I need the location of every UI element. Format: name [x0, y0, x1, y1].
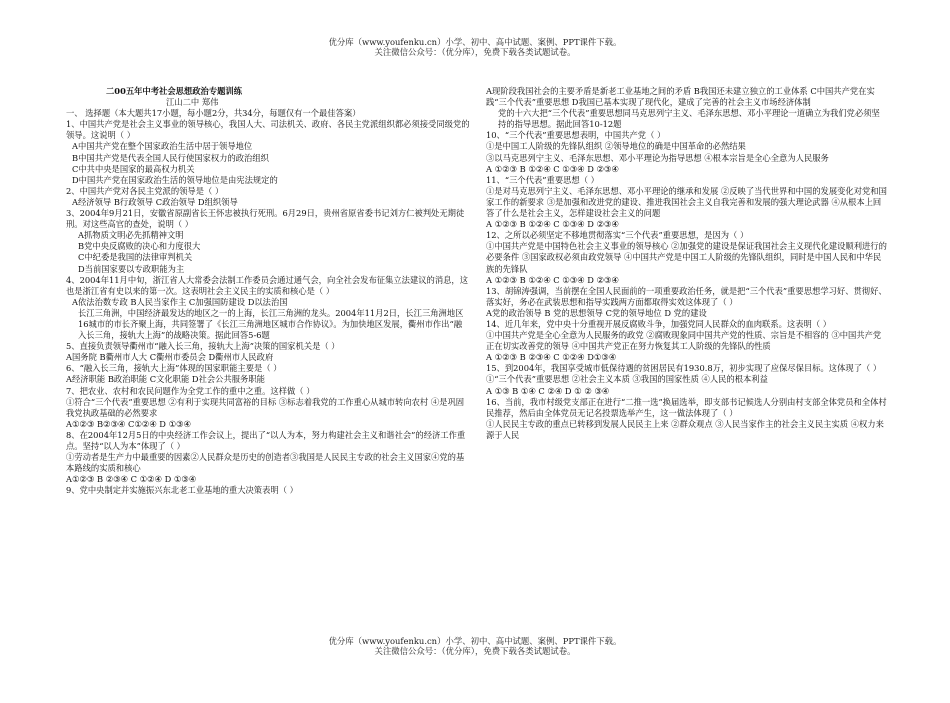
question-3-option-a: A抓物质文明必先抓精神文明 [78, 230, 184, 241]
question-11-statements: ①是对马克思列宁主义、毛泽东思想、邓小平理论的继承和发展 ②反映了当代世界和中国的发展变化对党和国家工作的新要求 ③是加强和改进党的建设、推进我国社会主义自我完善和发展的强大理论武器 ④从根本上回答了什么是社会主义，怎样建设社会主义的问题 [486, 185, 887, 219]
question-7-options: A①②③ B②③④ C①②④ D ①③④ [66, 418, 191, 429]
question-3-option-c: C中纪委是我国的法律审判机关 [78, 252, 193, 263]
question-3: 3、2004年9月21日，安徽省原副省长王怀忠被执行死刑。6月29日，贵州省原省委书记刘方仁被判处无期徒刑。对这些高官的查处，说明（ ） [66, 208, 465, 230]
reading-passage: 长江三角洲，中国经济最发达的地区之一的上海，长江三角洲的龙头。2004年11月2日，长江三角洲地区16城市的市长齐聚上海，共同签署了《长江三角洲地区城市合作协议》。为加快地区发展，衢州市作出“融入长三角，接轨大上海”的战略决策。据此回答5-6题 [78, 307, 464, 341]
header-banner-line2: 关注微信公众号：（优分库），免费下载各类试题试卷。 [374, 47, 576, 57]
question-4-options: A依法治数专政 B人民当家作主 C加强国防建设 D以法治国 [72, 296, 288, 307]
question-5-options: A国务院 B衢州市人大 C衢州市委员会 D衢州市人民政府 [66, 352, 274, 363]
question-8-options: A①②③ B ②③④ C ①②④ D ①③④ [66, 474, 197, 485]
question-12-options: A ①②③ B ①②④ C ①③④ D ②③④ [486, 274, 619, 285]
footer-banner-line1: 优分库（www.youfenku.cn）小学、初中、高中试题、案例、PPT课件下载。 [328, 636, 622, 646]
question-10-statements-b: ③以马克思列宁主义、毛泽东思想、邓小平理论为指导思想 ④根本宗旨是全心全意为人民服务 [486, 152, 829, 163]
footer-banner-line2: 关注微信公众号：（优分库），免费下载各类试题试卷。 [374, 646, 576, 656]
question-10-statements-a: ①是中国工人阶级的先锋队组织 ②领导地位的确是中国革命的必然结果 [486, 141, 746, 152]
reading-passage-2: 党的十六大把“三个代表”重要思想同马克思列宁主义、毛泽东思想、邓小平理论一道确立为我们党必须坚持的指导思想。据此回答10-12题 [498, 108, 880, 130]
question-9: 9、党中央制定并实施振兴东北老工业基地的重大决策表明（ ） [66, 485, 298, 496]
question-11: 11、“三个代表”重要思想（ ） [486, 174, 599, 185]
question-15-options: A ①③ B ①④ C ②④ D ① ② ③④ [486, 385, 610, 396]
question-7: 7、把农业、农村和农民问题作为全党工作的重中之重。这样做（ ） [66, 385, 315, 396]
question-1: 1、中国共产党是社会主义事业的领导核心，我国人大、司法机关、政府、各民主党派组织都必须接受同级党的领导。这说明（ ） [66, 119, 470, 141]
question-1-option-b: B中国共产党是代表全国人民行使国家权力的政治组织 [72, 152, 269, 163]
question-13: 13、胡锦涛强调，当前摆在全国人民面前的一项重要政治任务，就是把“三个代表”重要思想学习好、贯彻好、落实好，务必在武装思想和指导实践两方面都取得实效这体现了（ ） [486, 285, 887, 307]
question-16-statements: ①人民民主专政的重点已转移到发展人民民主上来 ②群众观点 ③人民当家作主的社会主义民主实质 ④权力来源于人民 [486, 418, 884, 440]
question-11-options: A ①②③ B ①②④ C ①③④ D ②③④ [486, 219, 619, 230]
section-heading: 一、 选择题（本大题共17小题，每小题2分，共34分，每题仅有一个最佳答案） [66, 108, 361, 119]
question-12: 12、之所以必须坚定不移地贯彻落实“三个代表”重要思想，是因为（ ） [486, 230, 749, 241]
question-14-statements: ①中国共产党是全心全意为人民服务的政党 ②腐败现象同中国共产党的性质、宗旨是不相容的 ③中国共产党正在切实改善党的领导 ④中国共产党正在努力恢复其工人阶级的先锋队的性质 [486, 330, 882, 352]
question-3-option-b: B党中央反腐败的决心和力度很大 [78, 241, 201, 252]
question-1-option-d: D中国共产党在国家政治生活的领导地位是由宪法规定的 [72, 174, 278, 185]
question-8: 8、在2004年12月5日的中央经济工作会议上，提出了“以人为本，努力构建社会主义和谐社会”的经济工作重点。坚持“以人为本”体现了（ ） [66, 429, 466, 451]
question-6-options: A经济职能 B政治职能 C文化职能 D社会公共服务职能 [66, 374, 265, 385]
question-8-statements: ①劳动者是生产力中最重要的因素②人民群众是历史的创造者③我国是人民民主专政的社会主义国家④党的基本路线的实质和核心 [66, 452, 465, 474]
page-title: 二00五年中考社会思想政治专题训练 [106, 86, 243, 96]
question-3-option-d: D当前国家要以专政职能为主 [78, 263, 185, 274]
question-12-statements: ①中国共产党是中国特色社会主义事业的领导核心 ②加强党的建设是保证我国社会主义现代化建设顺利进行的必要条件 ③国家政权必须由政党领导 ④中国共产党是中国工人阶级的先锋队组织，同时是中国人民和中华民族的先锋队 [486, 241, 887, 274]
question-15: 15、到2004年，我国享受城市低保待遇的贫困居民有1930.8万，初步实现了应保尽保目标。这体现了（ ） [486, 363, 882, 374]
question-14: 14、近几年来，党中央十分重视开展反腐败斗争，加强党同人民群众的血肉联系。这表明（ ） [486, 318, 832, 329]
question-10: 10、“三个代表”重要思想表明，中国共产党（ ） [486, 130, 666, 141]
question-10-options: A ①②③ B ①②④ C ①③④ D ②③④ [486, 163, 619, 174]
header-banner [0, 37, 950, 57]
left-column [66, 86, 470, 496]
question-15-statements: ①“三个代表”重要思想 ②社会主义本质 ③我国的国家性质 ④人民的根本利益 [486, 374, 768, 385]
question-4: 4、2004年11月中旬，浙江省人大常委会法制工作委员会通过通气会，向全社会发布征集立法建议的消息，这也是浙江省有史以来的第一次。这表明社会主义民主的实质和核心是（ ） [66, 274, 469, 296]
question-1-option-c: C中共中央是国家的最高权力机关 [72, 163, 195, 174]
question-14-options: A ①②③ B ②③④ C ①②④ D①③④ [486, 352, 617, 363]
header-banner-line1: 优分库（www.youfenku.cn）小学、初中、高中试题、案例、PPT课件下载。 [328, 37, 622, 47]
author-line: 江山二中 郑伟 [166, 97, 219, 108]
footer-banner [0, 636, 950, 656]
question-1-option-a: A中国共产党在整个国家政治生活中居于领导地位 [72, 141, 253, 152]
question-7-statements: ①符合“三个代表”重要思想 ②有利于实现共同富裕的目标 ③标志着我党的工作重心从城市转向农村 ④是巩固我党执政基础的必然要求 [66, 396, 465, 418]
question-2: 2、中国共产党对各民主党派的领导是（ ） [66, 185, 224, 196]
question-16: 16、当前，我市村级党支部正在进行“二推一选”换届选举，即支部书记候选人分别由村支部全体党员和全体村民推荐，然后由全体党员无记名投票选举产生，这一做法体现了（ ） [486, 396, 887, 418]
question-9-options: A现阶段我国社会的主要矛盾是新老工业基地之间的矛盾 B我国还未建立独立的工业体系 C中国共产党在实践“三个代表”重要思想 D我国已基本实现了现代化，建成了完善的社会主义市场经济体制 [486, 86, 875, 108]
right-column [486, 86, 888, 441]
question-13-options: A党的政治领导 B 党的思想领导 C党的领导地位 D 党的建设 [486, 307, 707, 318]
question-2-options: A经济领导 B行政领导 C政治领导 D组织领导 [72, 196, 238, 207]
question-6: 6、“融入长三角，接轨大上海”体现的国家职能主要是（ ） [66, 363, 282, 374]
question-5: 5、直接负责领导衢州市“融入长三角，接轨大上海”决策的国家机关是（ ） [66, 341, 340, 352]
